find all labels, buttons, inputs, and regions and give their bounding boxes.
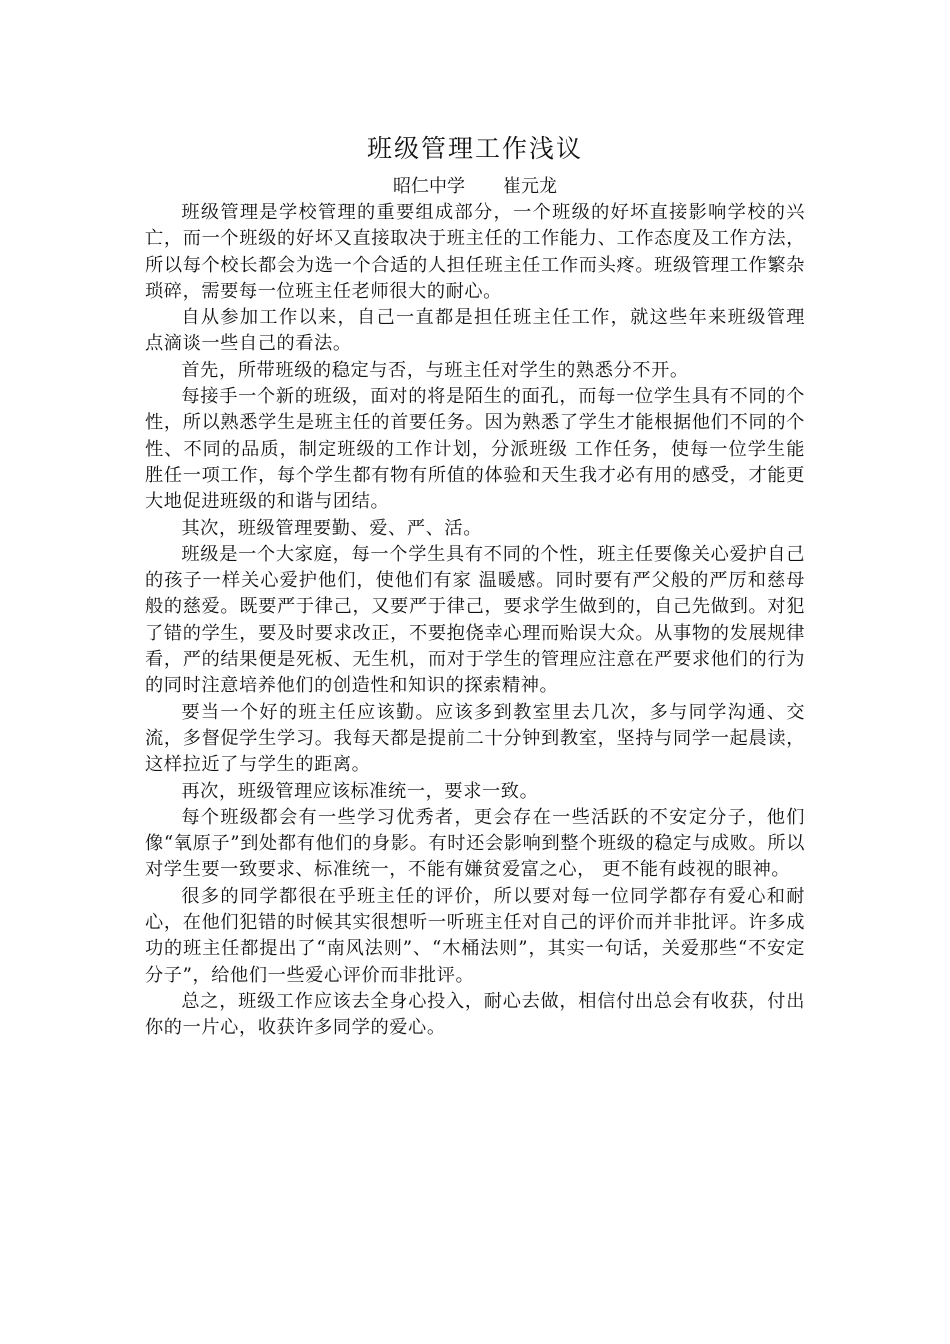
paragraph: 要当一个好的班主任应该勤。应该多到教室里去几次，多与同学沟通、交流，多督促学生学习。我每天都是提前二十分钟到教室，坚持与同学一起晨读，这样拉近了与学生的距离。 xyxy=(145,701,805,776)
paragraph: 每个班级都会有一些学习优秀者，更会存在一些活跃的不安定分子，他们像“氧原子”到处都有他们的身影。有时还会影响到整个班级的稳定与成败。所以对学生要一致要求、标准统一，不能有嫌贫爱富之心， 更不能有歧视的眼神。 xyxy=(145,806,805,881)
article-body xyxy=(145,200,805,1042)
paragraph: 每接手一个新的班级，面对的将是陌生的面孔，而每一位学生具有不同的个性，所以熟悉学生是班主任的首要任务。因为熟悉了学生才能根据他们不同的个性、不同的品质，制定班级的工作计划，分派班级 工作任务，使每一位学生能胜任一项工作，每个学生都有物有所值的体验和天生我才必有用的感受，才能更大地促进班级的和谐与团结。 xyxy=(145,386,805,513)
paragraph: 首先，所带班级的稳定与否，与班主任对学生的熟悉分不开。 xyxy=(181,359,689,381)
page-title: 班级管理工作浅议 xyxy=(366,134,583,163)
paragraph: 自从参加工作以来，自己一直都是担任班主任工作，就这些年来班级管理 点滴谈一些自己的看法。 xyxy=(145,307,805,355)
paragraph: 总之，班级工作应该去全身心投入，耐心去做，相信付出总会有收获，付出你的一片心，收获许多同学的爱心。 xyxy=(145,990,805,1039)
paragraph: 班级是一个大家庭，每一个学生具有不同的个性，班主任要像关心爱护自己的孩子一样关心爱护他们，使他们有家 温暖感。同时要有严父般的严厉和慈母般的慈爱。既要严于律己，又要严于律己，要求学生做到的，自己先做到。对犯了错的学生，要及时要求改正，不要抱侥幸心理而贻误大众。从事物的发展规律看，严的结果便是死板、无生机，而对于学生的管理应注意在严要求他们的行为的同时注意培养他们的创造性和知识的探索精神。 xyxy=(145,543,805,697)
paragraph: 很多的同学都很在乎班主任的评价，所以要对每一位同学都存有爱心和耐心，在他们犯错的时候其实很想听一听班主任对自己的评价而并非批评。许多成功的班主任都提出了“南风法则”、“木桶法则”，其实一句话，关爱那些“不安定分子”，给他们一些爱心评价而非批评。 xyxy=(145,885,805,986)
paragraph: 班级管理是学校管理的重要组成部分，一个班级的好坏直接影响学校的兴亡，而一个班级的好坏又直接取决于班主任的工作能力、工作态度及工作方法，所以每个校长都会为选一个合适的人担任班主任工作而头疼。班级管理工作繁杂琐碎，需要每一位班主任老师很大的耐心。 xyxy=(145,202,805,302)
author-name: 崔元龙 xyxy=(503,176,557,197)
byline xyxy=(0,174,950,200)
school-name: 昭仁中学 xyxy=(393,176,465,197)
paragraph: 其次，班级管理要勤、爱、严、活。 xyxy=(181,517,482,539)
paragraph: 再次，班级管理应该标准统一，要求一致。 xyxy=(181,780,539,802)
